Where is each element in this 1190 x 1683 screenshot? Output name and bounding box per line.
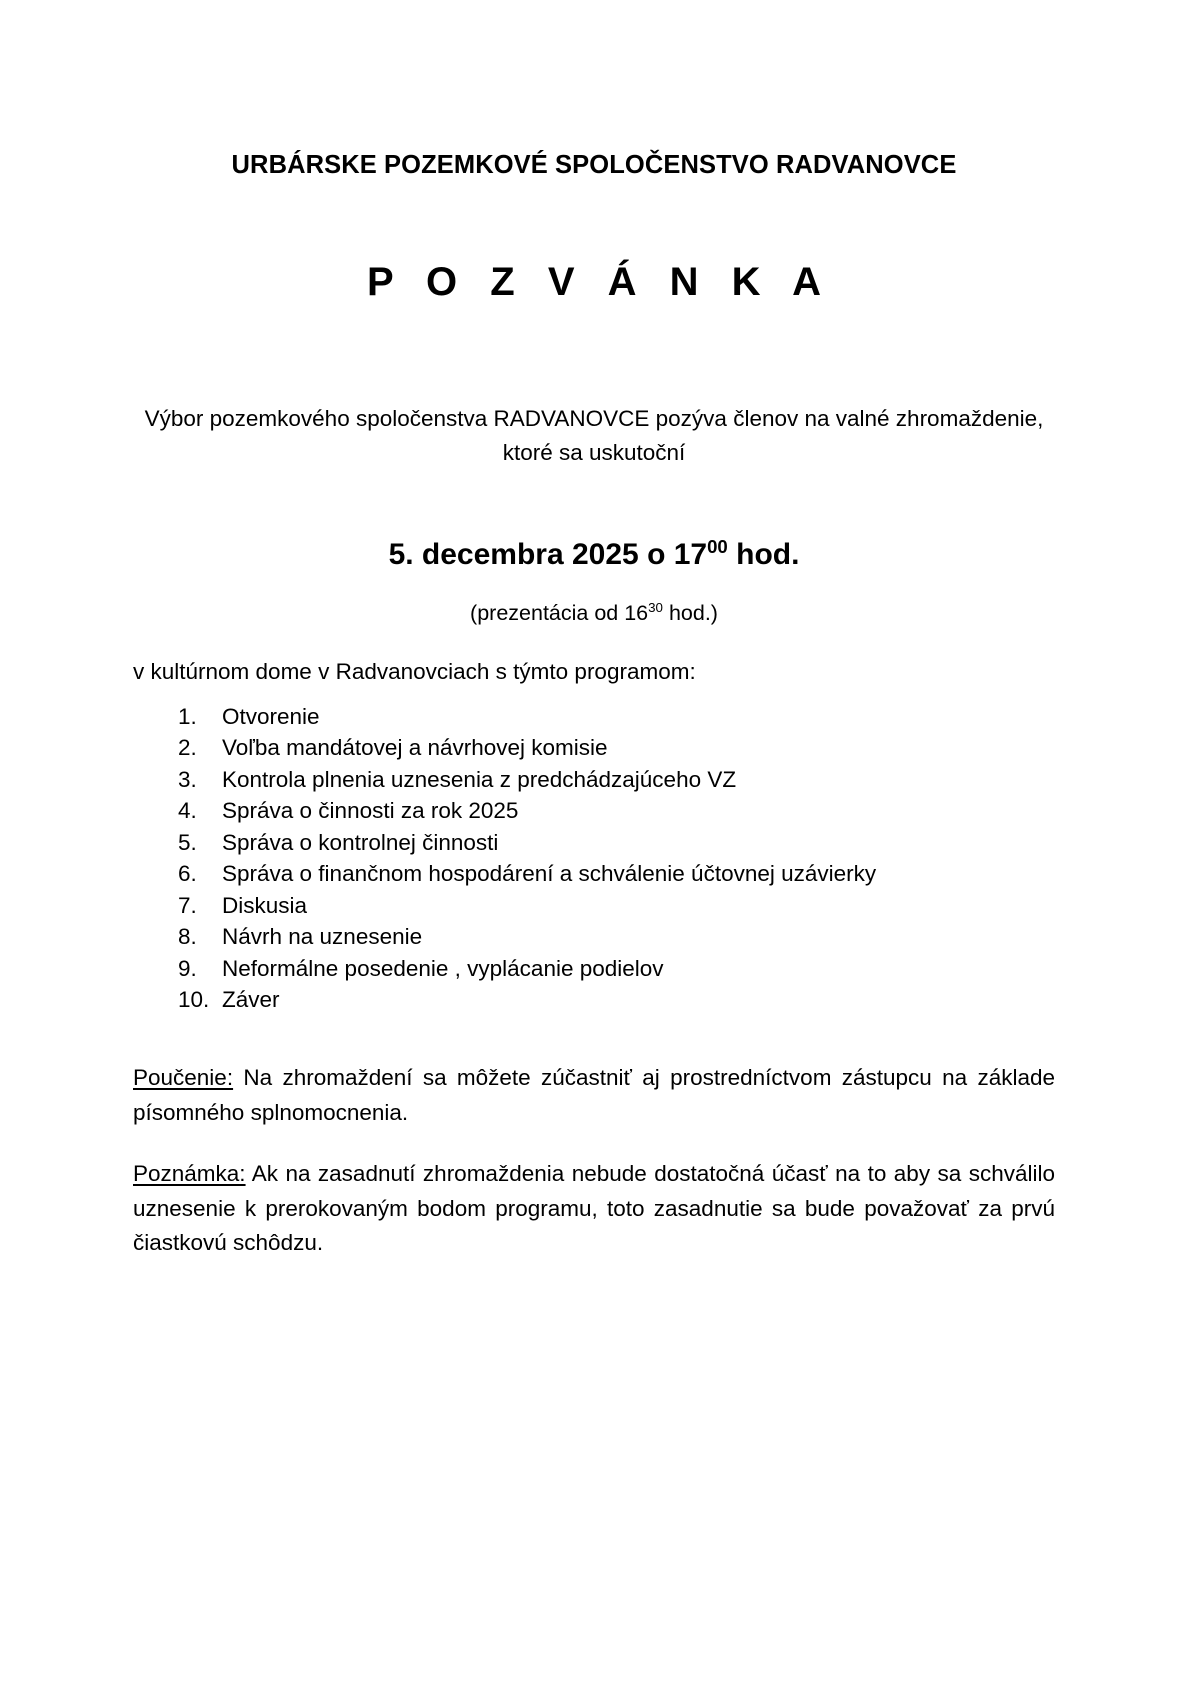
list-item-number: 6.	[178, 861, 197, 887]
list-item	[133, 737, 1055, 769]
page-title: P O Z V Á N K A	[366, 259, 833, 304]
list-item-number: 8.	[178, 924, 197, 950]
remark-note-label: Poznámka:	[133, 1160, 246, 1186]
meeting-date-main: 5. decembra 2025 o 17	[388, 538, 708, 572]
list-item-label: Návrh na uznesenie	[222, 924, 423, 950]
list-item-number: 4.	[178, 798, 197, 824]
list-item	[133, 800, 1055, 832]
meeting-date-suffix: hod.	[727, 538, 800, 572]
instruction-note-text: Na zhromaždení sa môžete zúčastniť aj prostredníctvom zástupcu na základe písomného splnomocnenia.	[133, 1064, 1055, 1125]
list-item-label: Správa o finančnom hospodárení a schválenie účtovnej uzávierky	[222, 861, 877, 887]
list-item-label: Správa o kontrolnej činnosti	[222, 829, 499, 855]
list-item-label: Neformálne posedenie , vyplácanie podielov	[222, 955, 664, 981]
list-item-number: 1.	[178, 703, 197, 729]
presentation-suffix: hod.)	[662, 601, 718, 626]
meeting-date-minutes: 00	[707, 536, 728, 558]
list-item-number: 10.	[178, 987, 210, 1013]
instruction-note-label: Poučenie:	[133, 1064, 234, 1090]
list-item-label: Diskusia	[222, 892, 308, 918]
list-item-number: 7.	[178, 892, 197, 918]
list-item	[133, 955, 1055, 990]
meeting-date-line	[133, 469, 1055, 574]
list-item-label: Voľba mandátovej a návrhovej komisie	[222, 735, 608, 761]
list-item	[133, 766, 1055, 801]
remark-note	[133, 1131, 1055, 1262]
list-item-number: 2.	[178, 735, 197, 761]
program-list	[133, 688, 1055, 1021]
invitation-intro-text: Výbor pozemkového spoločenstva RADVANOVCE pozýva členov na valné zhromaždenie, ktoré sa uskutoční	[144, 405, 1044, 465]
document-content	[133, 0, 1055, 1261]
instruction-note	[133, 1021, 1055, 1131]
list-item	[133, 989, 1055, 1021]
presentation-time-line	[133, 574, 1055, 628]
presentation-prefix: (prezentácia od 16	[470, 601, 649, 626]
list-item-number: 3.	[178, 766, 197, 792]
list-item-number: 9.	[178, 955, 197, 981]
remark-note-text: Ak na zasadnutí zhromaždenia nebude dostatočná účasť na to aby sa schválilo uznesenie k prerokovaným bodom programu, toto zasadnutie sa bude považovať za prvú čiastkovú schôdzu.	[133, 1160, 1055, 1256]
list-item	[133, 703, 1055, 738]
list-item-label: Správa o činnosti za rok 2025	[222, 798, 519, 824]
list-item	[133, 926, 1055, 958]
list-item	[133, 829, 1055, 864]
venue-line: v kultúrnom dome v Radvanovciach s týmto programom:	[133, 659, 696, 685]
organization-title: URBÁRSKE POZEMKOVÉ SPOLOČENSTVO RADVANOVCE	[231, 151, 957, 179]
list-item-label: Otvorenie	[222, 703, 320, 729]
list-item-label: Záver	[222, 987, 280, 1013]
list-item	[133, 863, 1055, 895]
list-item-number: 5.	[178, 829, 197, 855]
list-item	[133, 892, 1055, 927]
presentation-minutes: 30	[648, 600, 663, 616]
list-item-label: Kontrola plnenia uznesenia z predchádzajúceho VZ	[222, 766, 737, 792]
